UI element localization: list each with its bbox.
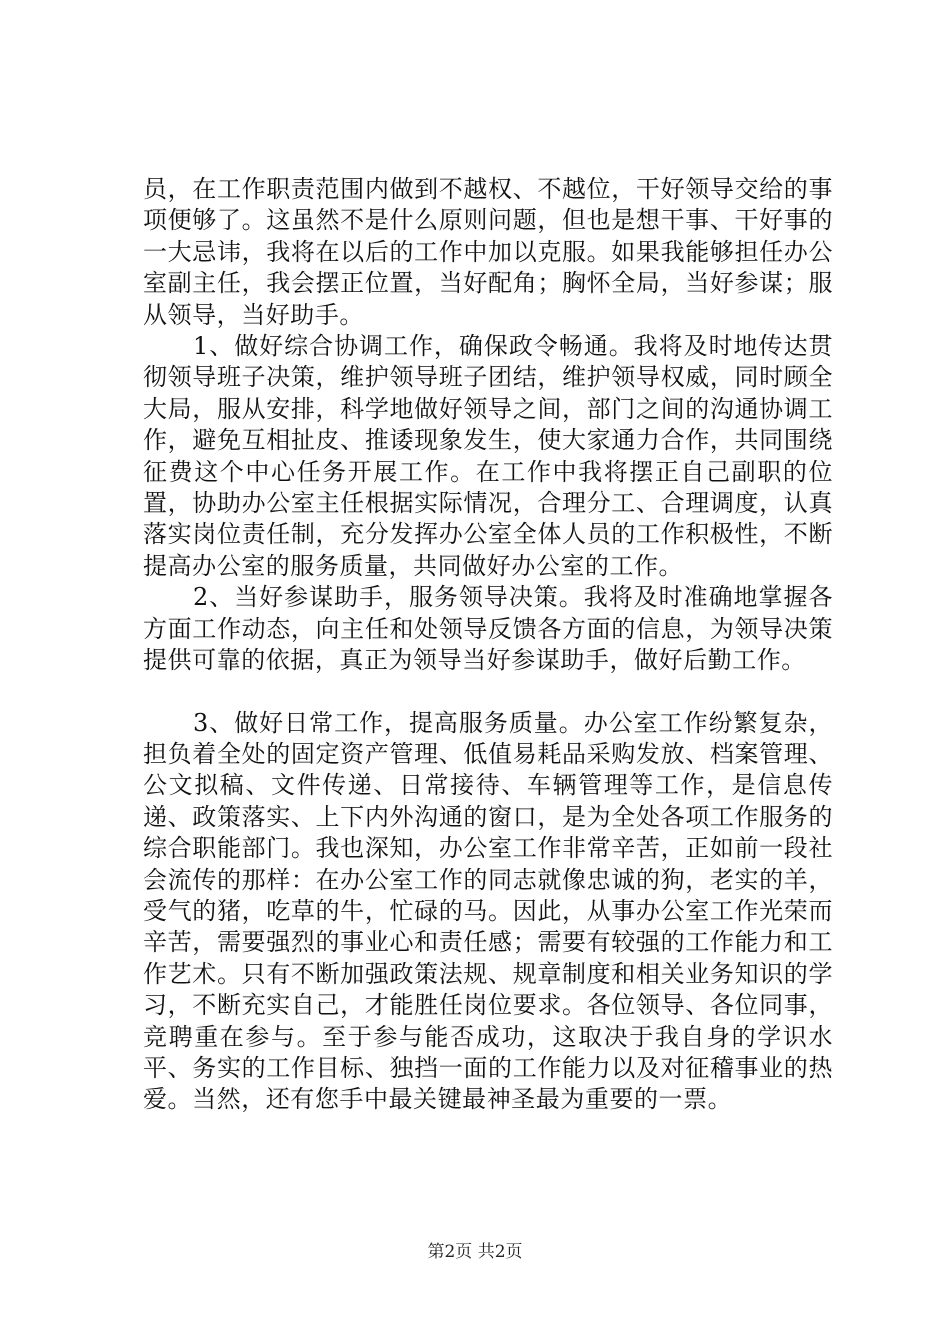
document-body	[143, 174, 833, 1116]
paragraph-continuation: 员，在工作职责范围内做到不越权、不越位，干好领导交给的事项便够了。这虽然不是什么原则问题，但也是想干事、干好事的一大忌讳，我将在以后的工作中加以克服。如果我能够担任办公室副主任，我会摆正位置，当好配角；胸怀全局，当好参谋；服从领导，当好助手。	[143, 175, 833, 329]
paragraph-gap	[143, 677, 833, 708]
paragraph-item-3: 3、做好日常工作，提高服务质量。办公室工作纷繁复杂，担负着全处的固定资产管理、低值易耗品采购发放、档案管理、公文拟稿、文件传递、日常接待、车辆管理等工作，是信息传递、政策落实、上下内外沟通的窗口，是为全处各项工作服务的综合职能部门。我也深知，办公室工作非常辛苦，正如前一段社会流传的那样：在办公室工作的同志就像忠诚的狗，老实的羊，受气的猪，吃草的牛，忙碌的马。因此，从事办公室工作光荣而辛苦，需要强烈的事业心和责任感；需要有较强的工作能力和工作艺术。只有不断加强政策法规、规章制度和相关业务知识的学习，不断充实自己，才能胜任岗位要求。各位领导、各位同事，竞聘重在参与。至于参与能否成功，这取决于我自身的学识水平、务实的工作目标、独挡一面的工作能力以及对征稽事业的热爱。当然，还有您手中最关键最神圣最为重要的一票。	[143, 708, 833, 1114]
page-number-footer: 第2页 共2页	[427, 1242, 523, 1262]
paragraph-item-2: 2、当好参谋助手，服务领导决策。我将及时准确地掌握各方面工作动态，向主任和处领导反馈各方面的信息，为领导决策提供可靠的依据，真正为领导当好参谋助手，做好后勤工作。	[143, 583, 833, 675]
paragraph-item-1: 1、做好综合协调工作，确保政令畅通。我将及时地传达贯彻领导班子决策，维护领导班子团结，维护领导权威，同时顾全大局，服从安排，科学地做好领导之间，部门之间的沟通协调工作，避免互相扯皮、推诿现象发生，使大家通力合作，共同围绕征费这个中心任务开展工作。在工作中我将摆正自己副职的位置，协助办公室主任根据实际情况，合理分工、合理调度，认真落实岗位责任制，充分发挥办公室全体人员的工作积极性，不断提高办公室的服务质量，共同做好办公室的工作。	[143, 332, 833, 580]
